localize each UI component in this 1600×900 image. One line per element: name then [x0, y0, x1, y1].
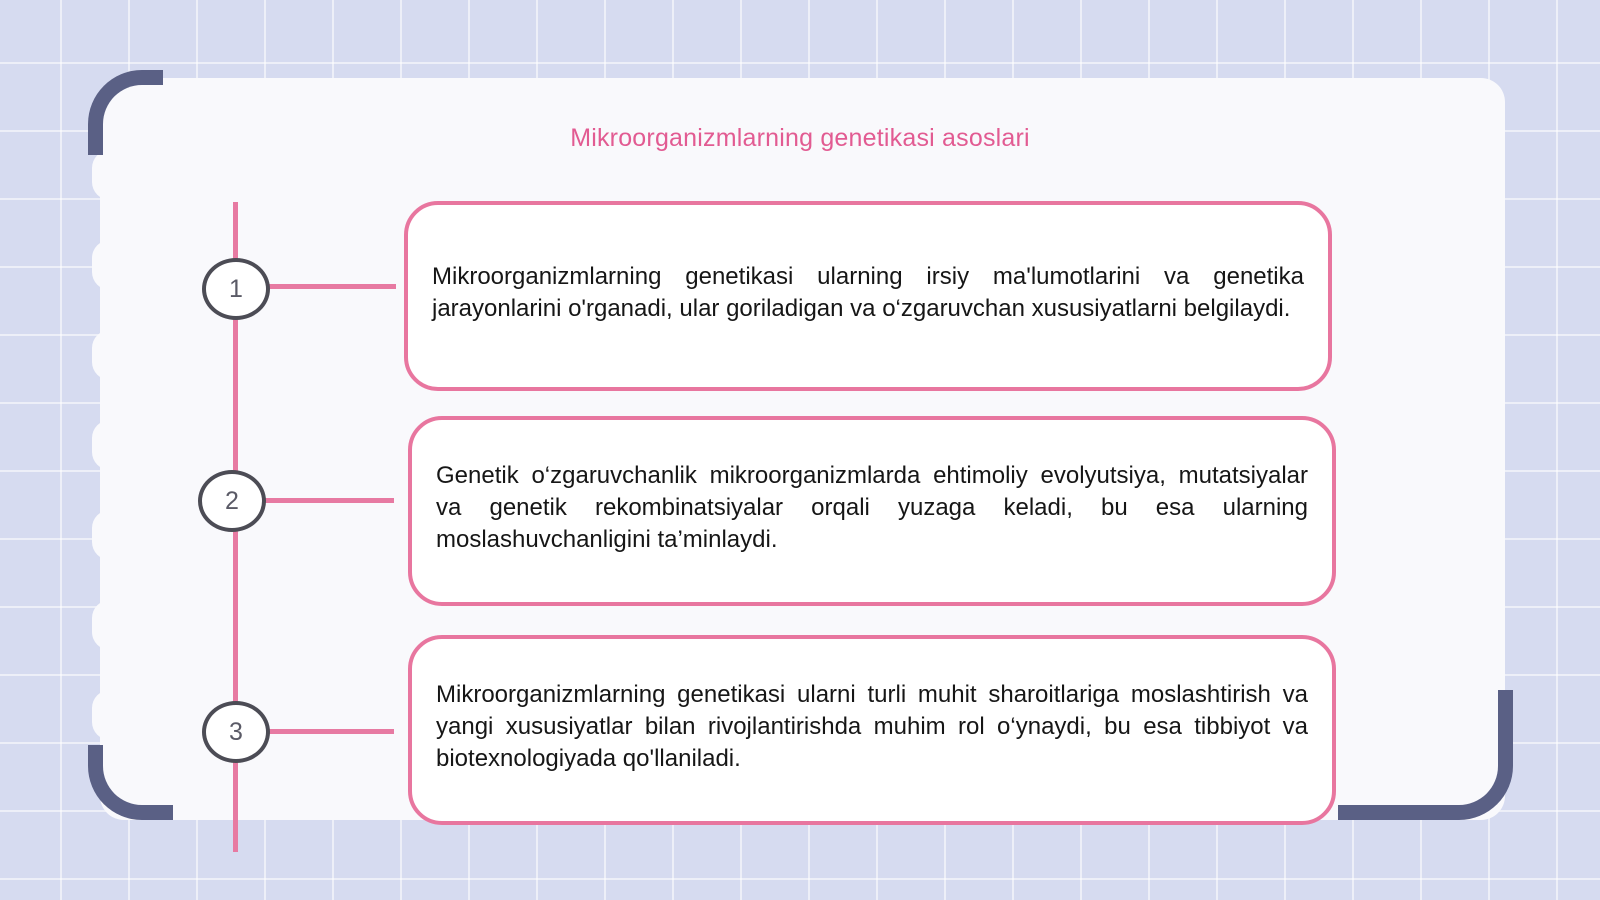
- step-number-circle: [198, 470, 266, 532]
- step-connector: [268, 729, 394, 734]
- step-connector: [268, 284, 396, 289]
- card-edge-scallop: [92, 330, 128, 380]
- slide-title: Mikroorganizmlarning genetikasi asoslari: [570, 124, 1030, 152]
- card-edge-scallop: [92, 150, 128, 200]
- step-number-circle: [202, 701, 270, 763]
- step-number: 3: [229, 717, 243, 746]
- step-connector: [264, 498, 394, 503]
- step-number-circle: [202, 258, 270, 320]
- card-edge-scallop: [92, 420, 128, 470]
- step-text: Mikroorganizmlarning genetikasi ularning irsiy ma'lumotlarini va genetika jarayonlarini o'rganadi, ular goriladigan va o‘zgaruvchan xususiyatlarni belgilaydi.: [432, 263, 1304, 322]
- step-text-box: [408, 635, 1336, 825]
- step-number: 1: [229, 274, 243, 303]
- corner-bracket-bottom-left: [88, 745, 173, 820]
- card-edge-scallop: [92, 690, 128, 740]
- step-text-box: [408, 416, 1336, 606]
- step-text: Genetik o‘zgaruvchanlik mikroorganizmlarda ehtimoliy evolyutsiya, mutatsiyalar va genetik rekombinatsiyalar orqali yuzaga keladi, bu esa ularning moslashuvchanligini ta’minlaydi.: [436, 462, 1308, 553]
- step-text-box: [404, 201, 1332, 391]
- card-edge-scallop: [92, 240, 128, 290]
- step-number: 2: [225, 486, 239, 515]
- step-text: Mikroorganizmlarning genetikasi ularni turli muhit sharoitlariga moslashtirish va yangi xususiyatlar bilan rivojlantirishda muhim rol o‘ynaydi, bu esa tibbiyot va biotexnologiyada qo'llaniladi.: [436, 681, 1308, 772]
- corner-bracket-bottom-right: [1338, 690, 1513, 820]
- card-edge-scallop: [92, 510, 128, 560]
- card-edge-scallop: [92, 600, 128, 650]
